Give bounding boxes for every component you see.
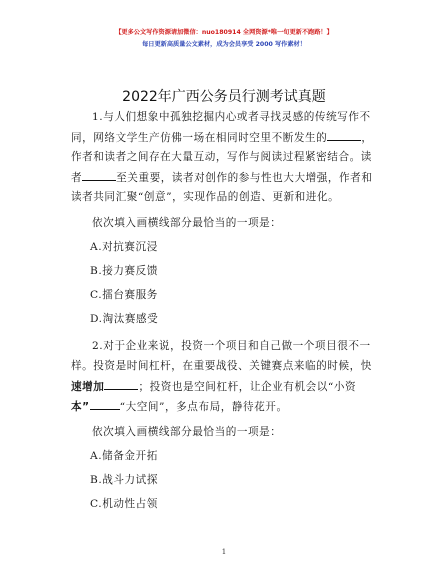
page-number: 1 — [221, 548, 227, 556]
q2-prompt: 依次填入画横线部分最恰当的一项是： — [92, 426, 282, 438]
q2-option-b: B.战斗力试探 — [90, 474, 158, 486]
q2-line-2: 样。投资是时间杠杆，在重要战役、关键赛点来临的时候，快 — [71, 360, 372, 372]
promo-banner-line-2: 每日更新高质量公文素材，成为会员享受 2000 写作素材！ — [142, 41, 306, 48]
q1-option-c: C.擂台赛服务 — [90, 289, 158, 301]
q1-blank-2 — [82, 170, 116, 181]
q2-line-1: 2.对于企业来说，投资一个项目和自己做一个项目很不一 — [92, 340, 371, 352]
q2-blank-1 — [104, 379, 138, 390]
q1-option-d: D.淘汰赛感受 — [90, 313, 159, 325]
q2-line-4: 本” “大空间”，多点布局，静待花开。 — [71, 401, 288, 413]
q1-line-3: 作者和读者之间存在大量互动，写作与阅读过程紧密结合。读 — [71, 151, 372, 163]
q1-option-b: B.接力赛反馈 — [90, 265, 158, 277]
q2-option-a: A.储备金开拓 — [90, 450, 158, 462]
q1-line-1: 1.与人们想象中孤独挖掘内心或者寻找灵感的传统写作不 — [92, 111, 371, 123]
q2-option-c: C.机动性占领 — [90, 498, 158, 510]
q1-line-4: 者 至关重要，读者对创作的参与性也大大增强，作者和 — [71, 172, 373, 184]
promo-banner-line-1: 【更多公文写作资源请加微信：nuo180914 全网资源*唯一旬更新不跑路！】 — [115, 29, 333, 36]
q1-prompt: 依次填入画横线部分最恰当的一项是： — [92, 217, 282, 229]
page-title: 2022年广西公务员行测考试真题 — [122, 89, 326, 105]
q1-line-5: 读者共同汇聚“创意”，实现作品的创造、更新和进化。 — [71, 191, 340, 203]
q1-blank-1 — [327, 130, 361, 141]
q2-line-3: 速增加 ；投资也是空间杠杆，让企业有机会以“小资 — [71, 381, 357, 393]
q1-line-2: 同，网络文学生产仿佛一场在相同时空里不断发生的 ， — [71, 132, 373, 144]
q2-blank-2 — [90, 399, 120, 410]
q1-option-a: A.对抗赛沉浸 — [90, 241, 158, 253]
